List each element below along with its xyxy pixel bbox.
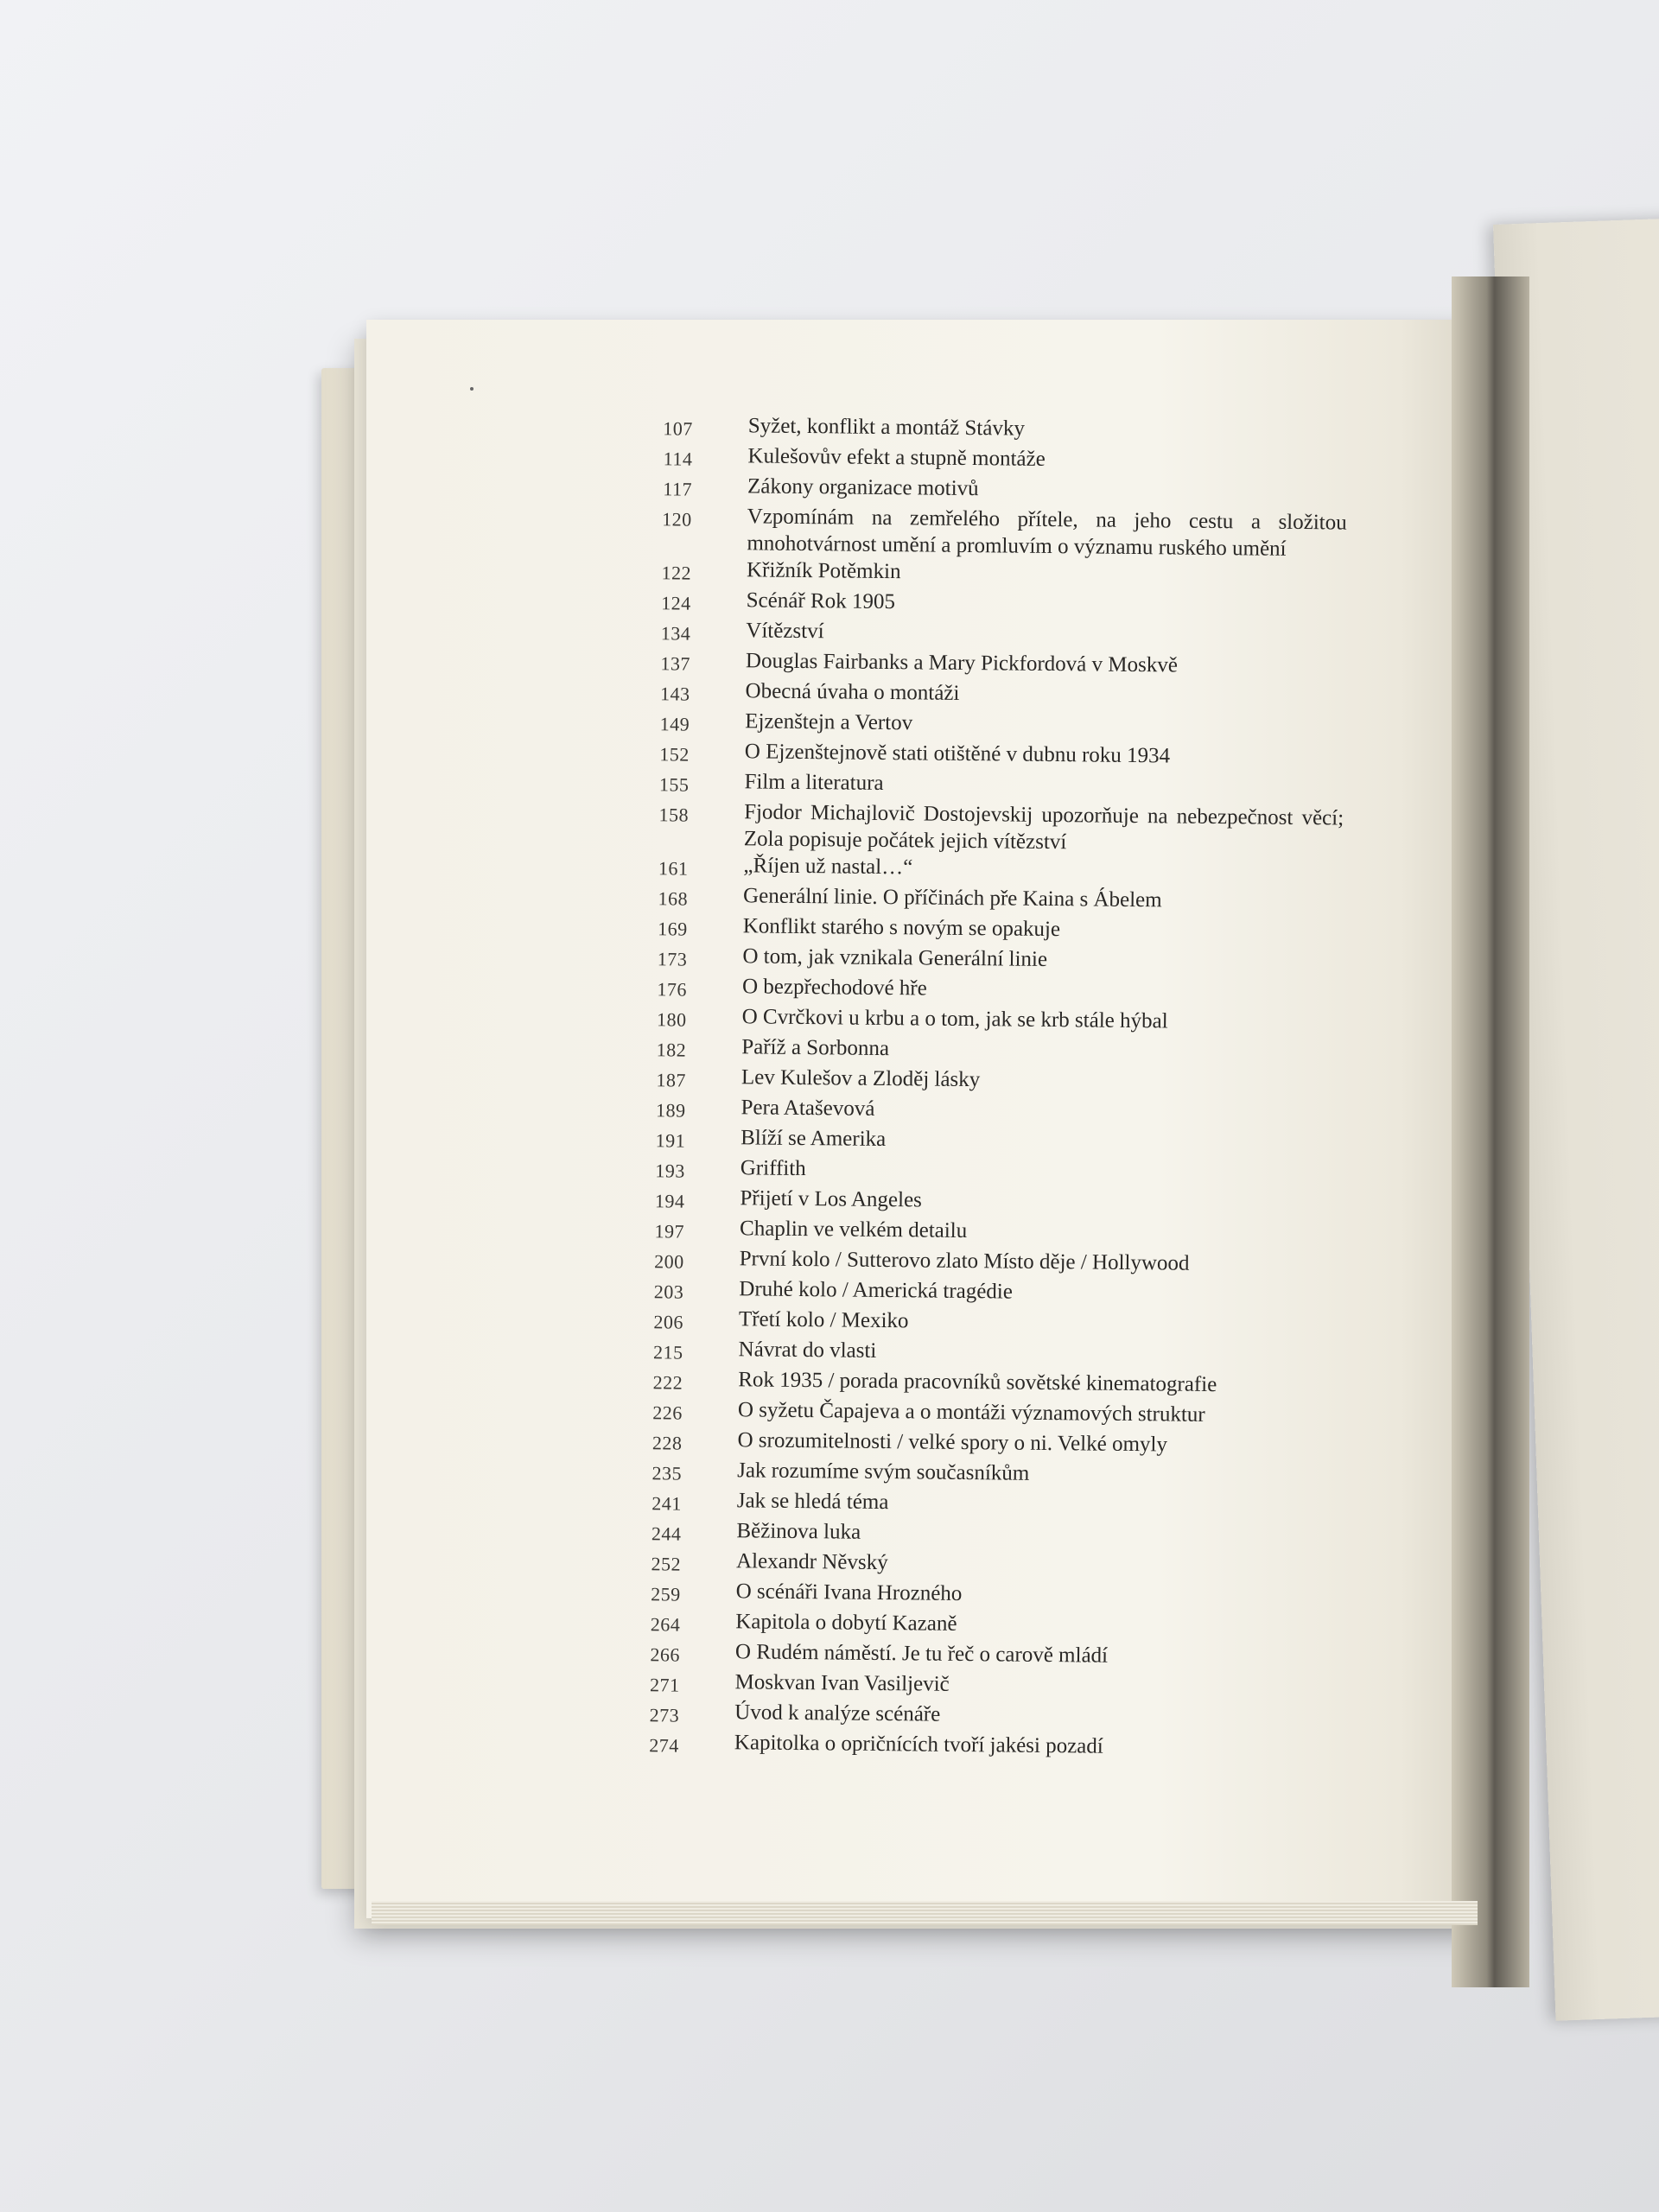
toc-page-number: 222 [652, 1371, 683, 1394]
toc-page-number: 176 [657, 978, 688, 1001]
toc-page-number: 273 [649, 1704, 680, 1726]
toc-page-number: 137 [660, 652, 691, 675]
toc-entry-title: Křižník Potěmkin [746, 558, 901, 584]
toc-entry-title: První kolo / Sutterovo zlato Místo děje / Hollywood [739, 1247, 1190, 1275]
toc-page-number: 169 [658, 918, 688, 940]
toc-entry-title: Úvod k analýze scénáře [734, 1700, 941, 1726]
toc-page-number: 264 [650, 1613, 681, 1636]
toc-page-number: 182 [656, 1039, 687, 1061]
toc-entry-title: Návrat do vlasti [738, 1338, 877, 1363]
toc-entry-title: O Ejzenštejnově stati otištěné v dubnu roku 1934 [744, 740, 1171, 768]
toc-entry-title: Pera Ataševová [741, 1096, 875, 1121]
toc-entry-title: Blíží se Amerika [741, 1126, 887, 1152]
toc-entry-title: O scénáři Ivana Hrozného [735, 1580, 963, 1605]
toc-page-number: 191 [655, 1129, 686, 1152]
toc-entry-title: Generální linie. O příčinách pře Kaina s Ábelem [742, 884, 1162, 912]
toc-entry-title: Moskvan Ivan Vasiljevič [734, 1670, 950, 1696]
toc-entry-title: Douglas Fairbanks a Mary Pickfordová v Moskvě [745, 649, 1179, 677]
toc-page-number: 271 [649, 1674, 680, 1696]
toc-entry-title: O Cvrčkovi u krbu a o tom, jak se krb stále hýbal [741, 1005, 1168, 1033]
toc-entry-title: Kulešovův efekt a stupně montáže [747, 444, 1046, 471]
page-edge [372, 1901, 1478, 1925]
toc-entry-title: „Říjen už nastal…“ [743, 854, 913, 880]
toc-page-number: 161 [658, 857, 689, 880]
book-gutter [1452, 276, 1529, 1987]
toc-page-number: 259 [651, 1583, 681, 1605]
toc-page-number: 168 [658, 887, 689, 910]
ink-speck [470, 387, 474, 391]
toc-page-number: 149 [659, 713, 690, 735]
toc-entry-title: Jak rozumíme svým současníkům [737, 1459, 1030, 1485]
toc-page-number: 134 [660, 622, 691, 645]
toc-entry-title: Jak se hledá téma [736, 1489, 889, 1515]
toc-page-number: 244 [651, 1522, 682, 1545]
toc-page-number: 193 [655, 1160, 685, 1182]
toc-entry-title: Obecná úvaha o montáži [745, 679, 960, 705]
toc-page-number: 215 [652, 1341, 683, 1363]
toc-entry-title: Ejzenštejn a Vertov [745, 709, 913, 735]
toc-page-number: 187 [656, 1069, 687, 1091]
toc-page-number: 200 [654, 1250, 684, 1273]
toc-page-number: 194 [654, 1190, 685, 1212]
toc-entry-title: Kapitola o dobytí Kazaně [735, 1610, 957, 1636]
toc-entry [635, 798, 1344, 859]
toc-page-number: 274 [649, 1734, 679, 1757]
toc-entry-title: Přijetí v Los Angeles [740, 1186, 923, 1212]
toc-entry-title: Fjodor Michajlovič Dostojevskij upozorňuje na nebezpečnost věcí; Zola popisuje počátek jejich vítězství [743, 800, 1344, 855]
toc-page-number: 107 [663, 417, 693, 440]
toc-page-number: 173 [657, 948, 688, 970]
toc-entry-title: Paříž a Sorbonna [741, 1035, 890, 1061]
toc-entry-title: Vítězství [746, 619, 824, 644]
toc-page-number: 155 [658, 773, 690, 796]
toc-entry-title: Film a literatura [744, 770, 884, 795]
toc-entry-title: O Rudém náměstí. Je tu řeč o carově mládí [734, 1640, 1109, 1668]
toc-entry [638, 502, 1347, 563]
toc-page-number: 143 [659, 683, 690, 705]
toc-page-number: 180 [657, 1008, 687, 1031]
toc-entry-title: O syžetu Čapajeva a o montáži významových struktur [737, 1398, 1205, 1427]
toc-entry-title: Lev Kulešov a Zloděj lásky [741, 1065, 981, 1092]
toc-page-number: 226 [652, 1402, 683, 1424]
toc-entry-title: O srozumitelnosti / velké spory o ni. Velké omyly [737, 1428, 1168, 1457]
toc-page-number: 189 [655, 1099, 686, 1122]
toc-page-number: 120 [662, 508, 692, 531]
toc-page-number: 158 [658, 804, 690, 826]
toc-entry-title: O tom, jak vznikala Generální linie [742, 944, 1048, 971]
table-of-contents [626, 411, 1348, 1766]
toc-entry-title: Chaplin ve velkém detailu [739, 1217, 968, 1243]
toc-page-number: 152 [659, 743, 690, 766]
toc-entry-title: O bezpřechodové hře [741, 975, 927, 1001]
toc-page-number: 235 [652, 1462, 683, 1484]
toc-entry-title: Druhé kolo / Americká tragédie [739, 1277, 1014, 1304]
toc-page-number: 117 [663, 478, 693, 500]
toc-entry-title: Třetí kolo / Mexiko [738, 1307, 909, 1333]
toc-page-number: 114 [663, 448, 693, 470]
toc-page-number: 266 [650, 1643, 681, 1666]
toc-entry-title: Vzpomínám na zemřelého přítele, na jeho cestu a složitou mnohotvárnost umění a promluvím o významu ruského umění [747, 505, 1347, 561]
toc-entry-title: Syžet, konflikt a montáž Stávky [747, 414, 1026, 441]
toc-entry-title: Alexandr Něvský [735, 1549, 888, 1575]
toc-entry-title: Griffith [740, 1156, 806, 1181]
toc-entry-title: Běžinova luka [736, 1519, 861, 1544]
toc-page-number: 252 [651, 1553, 682, 1575]
toc-page-number: 206 [653, 1311, 684, 1333]
toc-page-number: 241 [652, 1492, 682, 1515]
toc-entry-title: Scénář Rok 1905 [746, 588, 896, 614]
toc-entry-title: Zákony organizace motivů [747, 474, 979, 501]
toc-entry-title: Kapitolka o opričnících tvoří jakési pozadí [734, 1731, 1103, 1758]
toc-page-number: 197 [654, 1220, 685, 1243]
toc-page-number: 122 [661, 562, 692, 584]
toc-page-number: 203 [653, 1281, 684, 1303]
toc-entry-title: Rok 1935 / porada pracovníků sovětské kinematografie [738, 1368, 1217, 1397]
toc-page-number: 228 [652, 1432, 683, 1454]
toc-entry-title: Konflikt starého s novým se opakuje [742, 914, 1061, 942]
toc-page-number: 124 [661, 592, 691, 614]
